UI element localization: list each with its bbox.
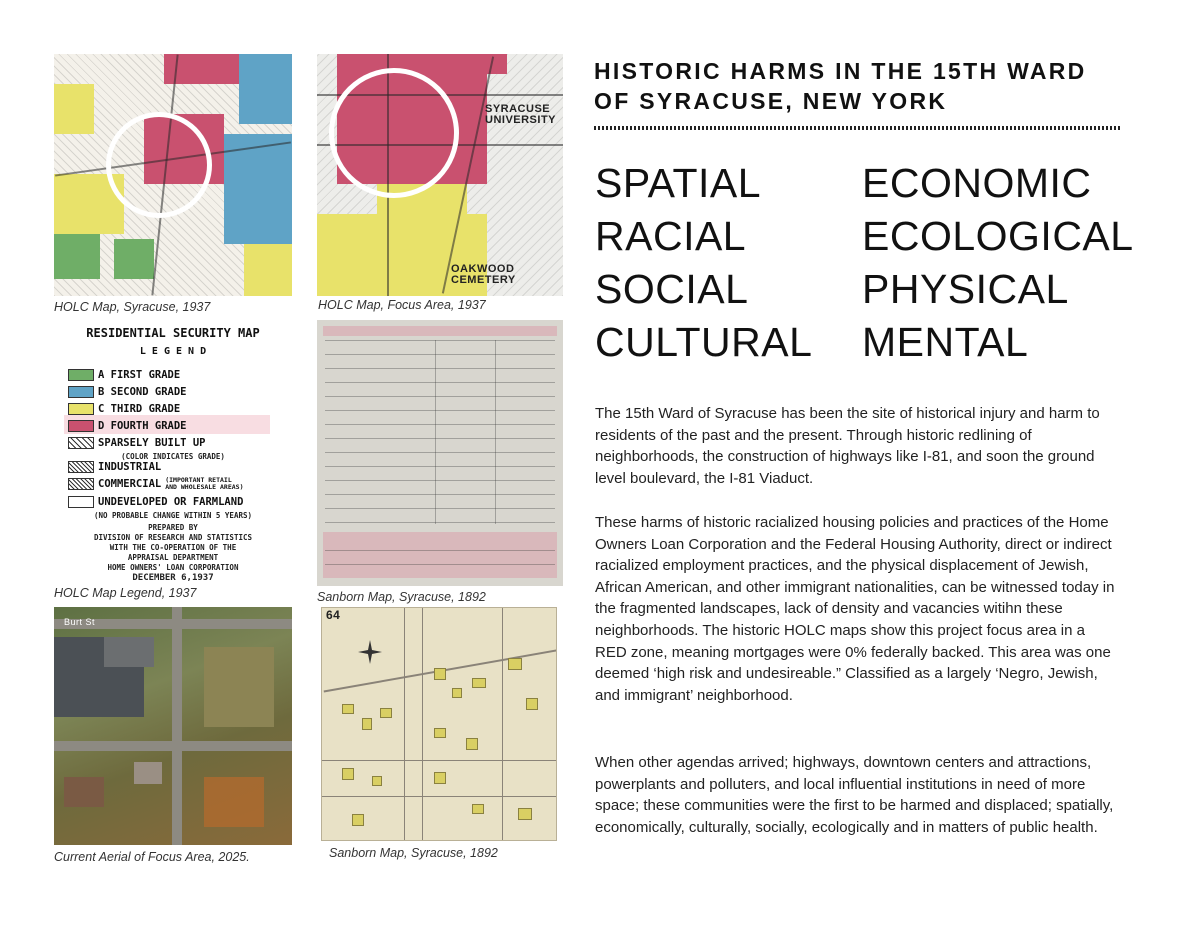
legend-title: RESIDENTIAL SECURITY MAP [86,326,260,340]
building [342,704,354,714]
form-rule [325,396,555,397]
street-line [404,608,405,841]
building [362,718,372,730]
legend-label: UNDEVELOPED OR FARMLAND [98,496,244,508]
harm-word: SPATIAL [595,160,762,206]
harm-word: MENTAL [862,319,1029,365]
building [372,776,382,786]
focus-area-circle [329,68,459,198]
house-roof [134,762,162,784]
building [434,668,446,680]
holc-map-syracuse [54,54,292,296]
form-rule [325,424,555,425]
title-line-1: HISTORIC HARMS IN THE 15TH WARD [594,58,1087,84]
caption-legend: HOLC Map Legend, 1937 [54,586,197,600]
harm-word: SOCIAL [595,266,749,312]
legend-label: INDUSTRIAL [98,461,162,473]
tree-canopy [204,777,264,827]
caption-form: Sanborn Map, Syracuse, 1892 [317,590,486,604]
legend-item-second-grade [68,384,187,400]
university-label: SYRACUSE UNIVERSITY [485,103,557,126]
legend-prepared-by: PREPARED BY [148,523,198,532]
swatch-blank [68,496,94,508]
legend-label: B SECOND GRADE [98,386,187,398]
title-line-2: OF SYRACUSE, NEW YORK [594,88,948,114]
sanborn-map [321,607,557,841]
harm-word: PHYSICAL [862,266,1069,312]
swatch-green [68,369,94,381]
building [472,678,486,688]
form-rule [325,452,555,453]
legend-farmland-note: (NO PROBABLE CHANGE WITHIN 5 YEARS) [93,511,253,520]
harm-word: RACIAL [595,213,747,259]
body-paragraph-3: When other agendas arrived; highways, downtown centers and attractions, powerplants and polluters, and local influential institutions in need of more space; these communities were the first to be harmed and displaced; spatially, economically, culturally, socially, ecologically and in matters of public health. [595,754,1114,836]
street-label: Burt St [64,617,96,627]
vacant-lot [204,647,274,727]
form-rule [325,494,555,495]
legend-cooperation: WITH THE CO-OPERATION OF THE [109,543,237,552]
road [172,607,182,845]
house-roof [64,777,104,807]
legend-color-note: (COLOR INDICATES GRADE) [121,452,225,461]
building [508,658,522,670]
legend-item-fourth-grade [68,418,187,434]
form-rule [325,480,555,481]
page-title [594,56,1154,116]
body-paragraph-1: The 15th Ward of Syracuse has been the site of historical injury and harm to residents of the past and the present. Through historic redlining of neighborhoods, the construction of highways like I-81, and soon the ground level boulevard, the I-81 Viaduct. [595,405,1100,487]
form-rule [325,382,555,383]
street-line [322,796,557,797]
building [466,738,478,750]
swatch-yellow [68,403,94,415]
legend-item-third-grade [68,401,180,417]
map-zone-third-grade [244,244,292,296]
form-rule [325,368,555,369]
legend-label: D FOURTH GRADE [98,420,187,432]
title-divider [594,126,1120,130]
holc-map-focus-area [317,54,563,296]
form-highlight [323,326,557,336]
building [342,768,354,780]
legend-corporation: HOME OWNERS' LOAN CORPORATION [107,563,239,572]
building [434,728,446,738]
street-line [422,608,423,841]
form-rule [325,508,555,509]
harm-word: ECOLOGICAL [862,213,1134,259]
cemetery-label: OAKWOOD CEMETERY [451,263,516,286]
building [526,698,538,710]
holc-legend [54,320,292,586]
legend-item-sparsely-built [68,435,205,451]
form-rule [325,564,555,565]
legend-subtitle: L E G E N D [139,346,207,357]
legend-label: C THIRD GRADE [98,403,181,415]
map-zone-first-grade [54,234,100,279]
map-zone-third-grade [54,84,94,134]
harm-word: CULTURAL [595,319,813,365]
aerial-photo [54,607,292,845]
legend-date: DECEMBER 6,1937 [132,573,214,583]
legend-item-undeveloped [68,494,243,510]
caption-aerial: Current Aerial of Focus Area, 2025. [54,850,250,864]
form-rule [325,466,555,467]
building [380,708,392,718]
swatch-hatched [68,461,94,473]
north-arrow-icon [358,640,382,664]
building [434,772,446,784]
form-rule [325,438,555,439]
caption-holc-map: HOLC Map, Syracuse, 1937 [54,300,211,314]
form-column-rule [495,340,496,524]
map-zone-first-grade [114,239,154,279]
legend-item-industrial [68,459,161,475]
legend-department: APPRAISAL DEPARTMENT [127,553,219,562]
legend-item-first-grade [68,367,180,383]
legend-commercial-note: (IMPORTANT RETAIL AND WHOLESALE AREAS) [165,476,244,491]
harm-word: ECONOMIC [862,160,1092,206]
legend-item-commercial [68,476,245,492]
legend-label: A FIRST GRADE [98,369,181,381]
street-line [322,760,557,761]
legend-division: DIVISION OF RESEARCH AND STATISTICS [93,533,253,542]
street-line [502,608,503,841]
swatch-hatched [68,437,94,449]
appraisal-form-scan [317,320,563,586]
form-rule [325,354,555,355]
form-highlight [323,532,557,578]
building [352,814,364,826]
building-roof [104,637,154,667]
form-rule [325,340,555,341]
swatch-crosshatch [68,478,94,490]
form-column-rule [435,340,436,524]
building [518,808,532,820]
building [472,804,484,814]
legend-label: COMMERCIAL [98,478,162,490]
body-paragraph-2: These harms of historic racialized housing policies and practices of the Home Owners Loan Corporation and the Federal Housing Authority, direct or indirect racialized employment practices, and the physical displacement of Jewish, African American, and other immigrant nationalities, can be witnessed today in the fragmented landscapes, lack of density and vacancies witihn these neighborhoods. The historic HOLC maps show this project focus area in a RED zone, meaning mortgages were 0% federally backed. This area was one deemed ‘high risk and undesireable.” Classified as a largely ‘Negro, Jewish, and immigrant’ neighborhood. [595,514,1115,704]
form-rule [325,550,555,551]
swatch-blue [68,386,94,398]
caption-holc-focus: HOLC Map, Focus Area, 1937 [318,298,486,312]
form-rule [325,410,555,411]
sheet-number: 64 [326,608,341,622]
focus-area-circle [106,112,212,218]
building [452,688,462,698]
caption-sanborn: Sanborn Map, Syracuse, 1892 [329,846,498,860]
legend-label: SPARSELY BUILT UP [98,437,206,449]
map-zone-second-grade [239,54,292,124]
form-rule [325,522,555,523]
swatch-red [68,420,94,432]
